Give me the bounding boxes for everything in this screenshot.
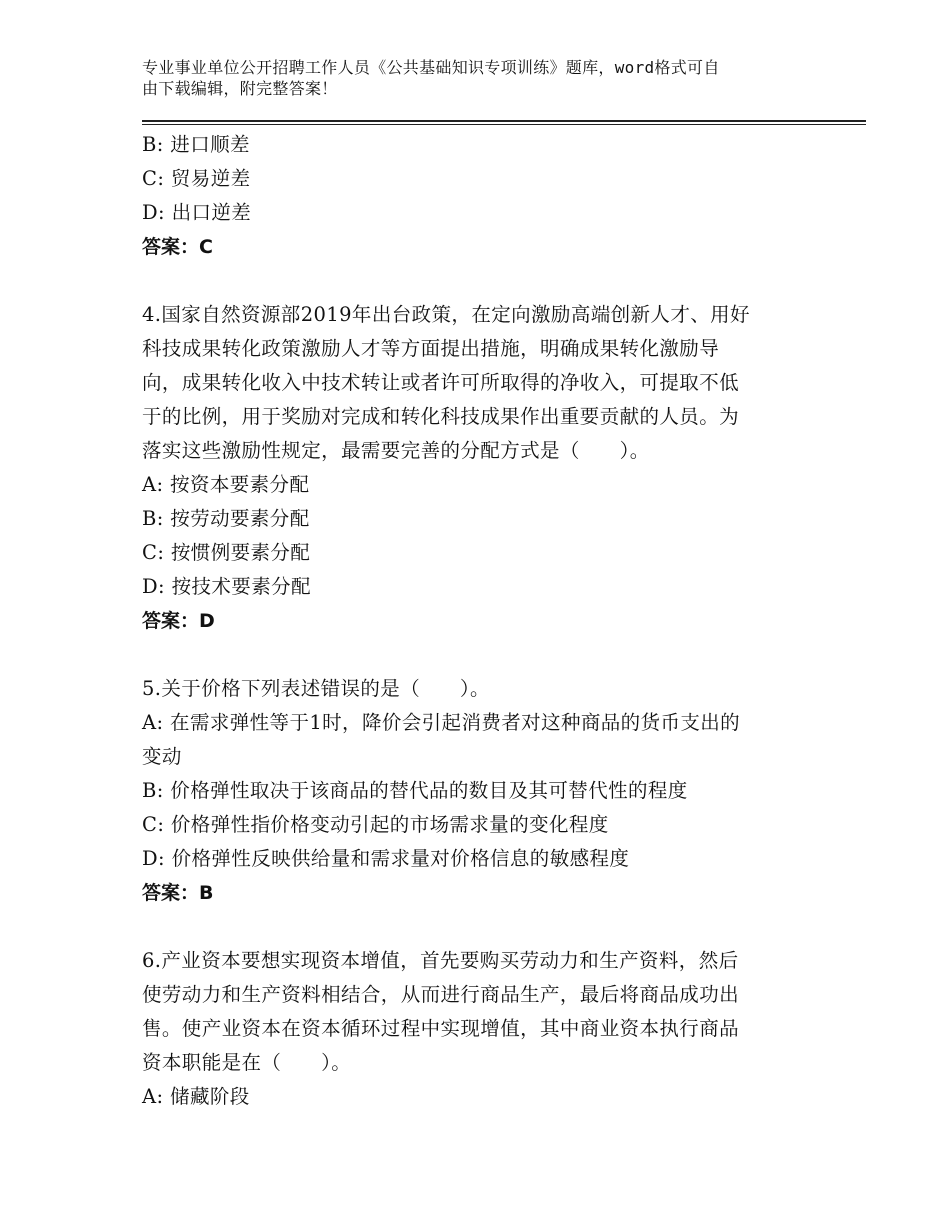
header-line-1: 专业事业单位公开招聘工作人员《公共基础知识专项训练》题库，word格式可自 [142,58,720,77]
question-list [142,128,832,1114]
header-divider-thin [142,124,866,125]
question-stem-line: 向，成果转化收入中技术转让或者许可所取得的净收入，可提取不低 [142,371,740,394]
question-4 [142,298,832,638]
option-b: B: 按劳动要素分配 [142,507,310,530]
question-stem-line: 科技成果转化政策激励人才等方面提出措施，明确成果转化激励导 [142,337,720,360]
option-a: A: 在需求弹性等于1时，降价会引起消费者对这种商品的货币支出的 [142,711,741,734]
question-stem-line: 使劳动力和生产资料相结合，从而进行商品生产，最后将商品成功出 [142,983,740,1006]
option-b: B: 价格弹性取决于该商品的替代品的数目及其可替代性的程度 [142,779,688,802]
question-stem-line: 6.产业资本要想实现资本增值，首先要购买劳动力和生产资料，然后 [142,949,739,972]
question-stem-line: 资本职能是在（ ）。 [142,1051,352,1074]
page-header [142,57,832,99]
option-d: D: 出口逆差 [142,201,252,224]
option-a: A: 按资本要素分配 [142,473,310,496]
question-stem-line: 5.关于价格下列表述错误的是（ ）。 [142,677,490,700]
option-d: D: 价格弹性反映供给量和需求量对价格信息的敏感程度 [142,847,630,870]
option-b: B: 进口顺差 [142,133,250,156]
header-divider-thick [142,120,866,122]
question-stem-line: 售。使产业资本在资本循环过程中实现增值，其中商业资本执行商品 [142,1017,740,1040]
question-stem-line: 4.国家自然资源部2019年出台政策，在定向激励高端创新人才、用好 [142,303,750,326]
option-a: A: 储藏阶段 [142,1085,250,1108]
spacer [142,638,832,672]
answer: 答案：D [142,610,215,632]
answer: 答案：C [142,236,213,258]
answer: 答案：B [142,882,214,904]
spacer [142,910,832,944]
spacer [142,264,832,298]
option-c: C: 贸易逆差 [142,167,251,190]
option-c: C: 价格弹性指价格变动引起的市场需求量的变化程度 [142,813,609,836]
question-5 [142,672,832,910]
question-6 [142,944,832,1114]
question-stem-line: 落实这些激励性规定，最需要完善的分配方式是（ ）。 [142,439,650,462]
option-d: D: 按技术要素分配 [142,575,311,598]
header-line-2: 由下载编辑，附完整答案！ [142,79,338,98]
question-stem-line: 于的比例，用于奖励对完成和转化科技成果作出重要贡献的人员。为 [142,405,740,428]
option-a-continued: 变动 [142,745,182,768]
option-c: C: 按惯例要素分配 [142,541,311,564]
question-3 [142,128,832,264]
